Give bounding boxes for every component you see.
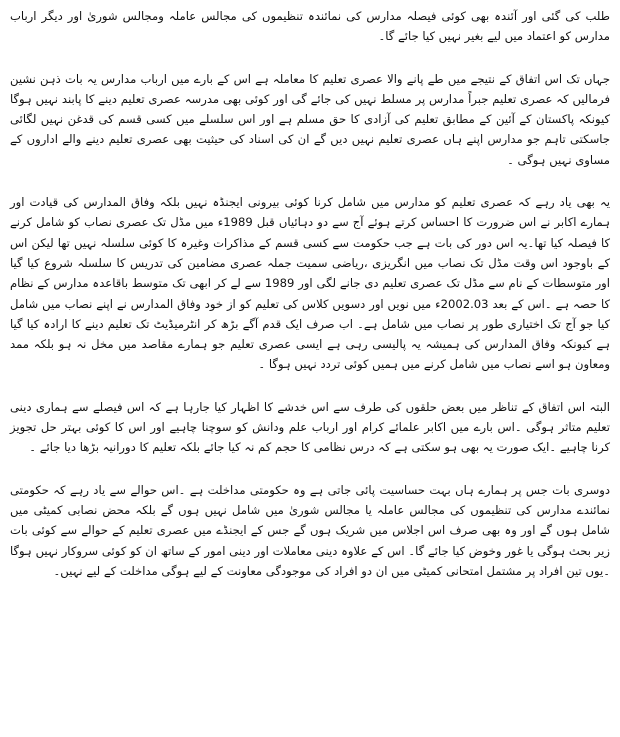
paragraph-concerns: البتہ اس اتفاق کے تناظر میں بعض حلقوں کی طرف سے اس خدشے کا اظہار کیا جارہا ہے کہ اس فیصلے سے ہماری دینی تعلیم متاثر ہوگی ۔اس بارے میں اکابر علمائے کرام اور ارباب علم ودانش کو سوچنا چاہیے اور اس کا کوئی بہتر حل تجویز کرنا چاہیے ۔ایک صورت یہ بھی ہو سکتی ہے کہ درس نظامی کا حجم کم نہ کیا جائے بلکہ تعلیم کا دورانیہ بڑھا دیا جائے ۔ [10, 399, 610, 455]
paragraph-spacer [10, 170, 610, 192]
paragraph-spacer [10, 47, 610, 69]
paragraph-intro-continuation: طلب کی گئی اور آئندہ بھی کوئی فیصلہ مدارس کی نمائندہ تنظیموں کی مجالس عاملہ ومجالس شوریٰ اور دیگر ارباب مدارس کو اعتماد میں لیے بغیر نہیں کیا جائے گا۔ [10, 9, 610, 44]
paragraph-spacer [10, 458, 610, 480]
paragraph-spacer [10, 375, 610, 397]
paragraph-government-interference: دوسری بات جس پر ہمارے ہاں بہت حساسیت پائی جاتی ہے وہ حکومتی مداخلت ہے ۔اس حوالے سے یاد رہے کہ حکومتی نمائندے مدارس کی تنظیموں کی مجالس عاملہ یا مجالس شوریٰ میں شامل نہیں ہوں گے بلکہ محض نصابی کمیٹی میں شامل ہوں گے اور وہ بھی صرف اس اجلاس میں شریک ہوں گے جس کے ایجنڈے میں عصری تعلیم کے حوالے سے کوئی بات زیر بحث ہوگی یا غور وخوض کیا جائے گا۔ اس کے علاوہ دینی معاملات اور دینی امور کے ساتھ ان کو کوئی سروکار نہیں ہوگا ۔یوں تین افراد پر مشتمل امتحانی کمیٹی میں ان دو افراد کی موجودگی معاونت کے لیے ہوگی مداخلت کے لیے نہیں۔ [10, 482, 610, 578]
paragraph-modern-education: جہاں تک اس اتفاق کے نتیجے میں طے پانے والا عصری تعلیم کا معاملہ ہے اس کے بارے میں ارباب مدارس یہ بات ذہن نشین فرمالیں کہ عصری تعلیم جبراً مدارس پر مسلط نہیں کی جائے گی اور کوئی بھی مدرسہ عصری تعلیم دینے کا پابند نہیں ہوگا کیونکہ پاکستان کے آئین کے مطابق تعلیم کی آزادی کا حق مسلم ہے اور اس سلسلے میں کسی قسم کی قدغن نہیں لگائی جاسکتی تاہم جو مدارس اپنے ہاں عصری تعلیم نہیں دیں گے ان کی اسناد کی حیثیت بھی عصری تعلیم دینے والے اداروں کے مساوی نہیں ہوگی ۔ [10, 71, 610, 167]
paragraph-wifaq-history: یہ بھی یاد رہے کہ عصری تعلیم کو مدارس میں شامل کرنا کوئی بیرونی ایجنڈہ نہیں بلکہ وفاق المدارس کی قیادت اور ہمارے اکابر نے اس ضرورت کا احساس کرتے ہوئے آج سے دو دہائیاں قبل 1989ء میں مڈل تک عصری نصاب کو شامل کرنے کا فیصلہ کیا تھا۔یہ اس دور کی بات ہے جب حکومت سے کسی قسم کے مذاکرات وغیرہ کا کوئی سلسلہ نہیں تھا لیکن اس کے باوجود اس وقت مڈل تک نصاب میں انگریزی ،ریاضی سمیت جملہ عصری مضامین کی تدریس کا سلسلہ شروع کیا گیا اور متوسطات کے نام سے مڈل تک عصری تعلیم دی جانے لگی اور 1989 سے لے کر ابھی تک متوسط باقاعدہ مدارس کے نظام کا حصہ ہے ۔اس کے بعد 2002.03ء میں نویں اور دسویں کلاس کی تعلیم کو از خود وفاق المدارس نے اپنے نصاب میں شامل کیا جو آج تک اختیاری طور پر نصاب میں شامل ہے۔ اب صرف ایک قدم آگے بڑھ کر انٹرمیڈیٹ تک تعلیم دینے کا ارادہ کیا گیا ہے کیونکہ وفاق المدارس کی ہمیشہ یہ پالیسی رہی ہے ایسی عصری تعلیم جو ہمارے مقاصد میں مخل نہ ہو بلکہ ممد ومعاون ہو اسے نصاب میں شامل کرنے میں ہمیں کوئی تردد نہیں ہوگا ۔ [10, 195, 610, 372]
